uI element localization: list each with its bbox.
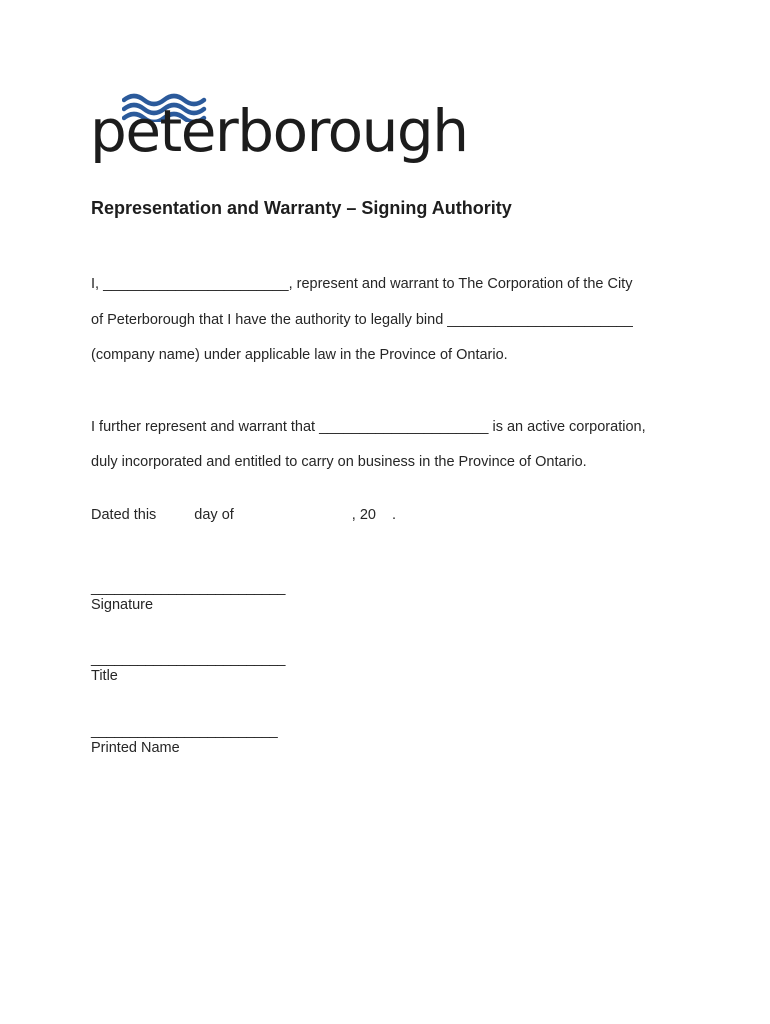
printed-name-label: Printed Name — [91, 740, 180, 756]
paragraph2-line1: I further represent and warrant that _____________________ is an active corporation, — [91, 419, 646, 435]
dated-day-of: day of — [194, 507, 234, 523]
document-title: Representation and Warranty – Signing Authority — [91, 198, 512, 218]
signature-label: Signature — [91, 597, 154, 613]
peterborough-logo — [90, 88, 468, 178]
title-label: Title — [91, 668, 118, 684]
logo-wordmark: peterborough — [90, 97, 468, 165]
paragraph1-line3: (company name) under applicable law in the Province of Ontario. — [91, 347, 508, 363]
title-line: _________________________ — [91, 651, 286, 667]
dated-end: . — [391, 507, 397, 523]
paragraph1-line1: I, _______________________, represent and warrant to The Corporation of the City — [91, 276, 633, 292]
paragraph2-line2: duly incorporated and entitled to carry on business in the Province of Ontario. — [91, 454, 587, 470]
printed-name-line: ________________________ — [91, 723, 278, 739]
paragraph1-line2: of Peterborough that I have the authority to legally bind _______________________ — [91, 312, 633, 328]
signature-line: _________________________ — [91, 580, 286, 596]
dated-year: , 20 — [351, 507, 376, 523]
dated-prefix: Dated this — [91, 507, 157, 523]
dated-line — [91, 507, 396, 523]
